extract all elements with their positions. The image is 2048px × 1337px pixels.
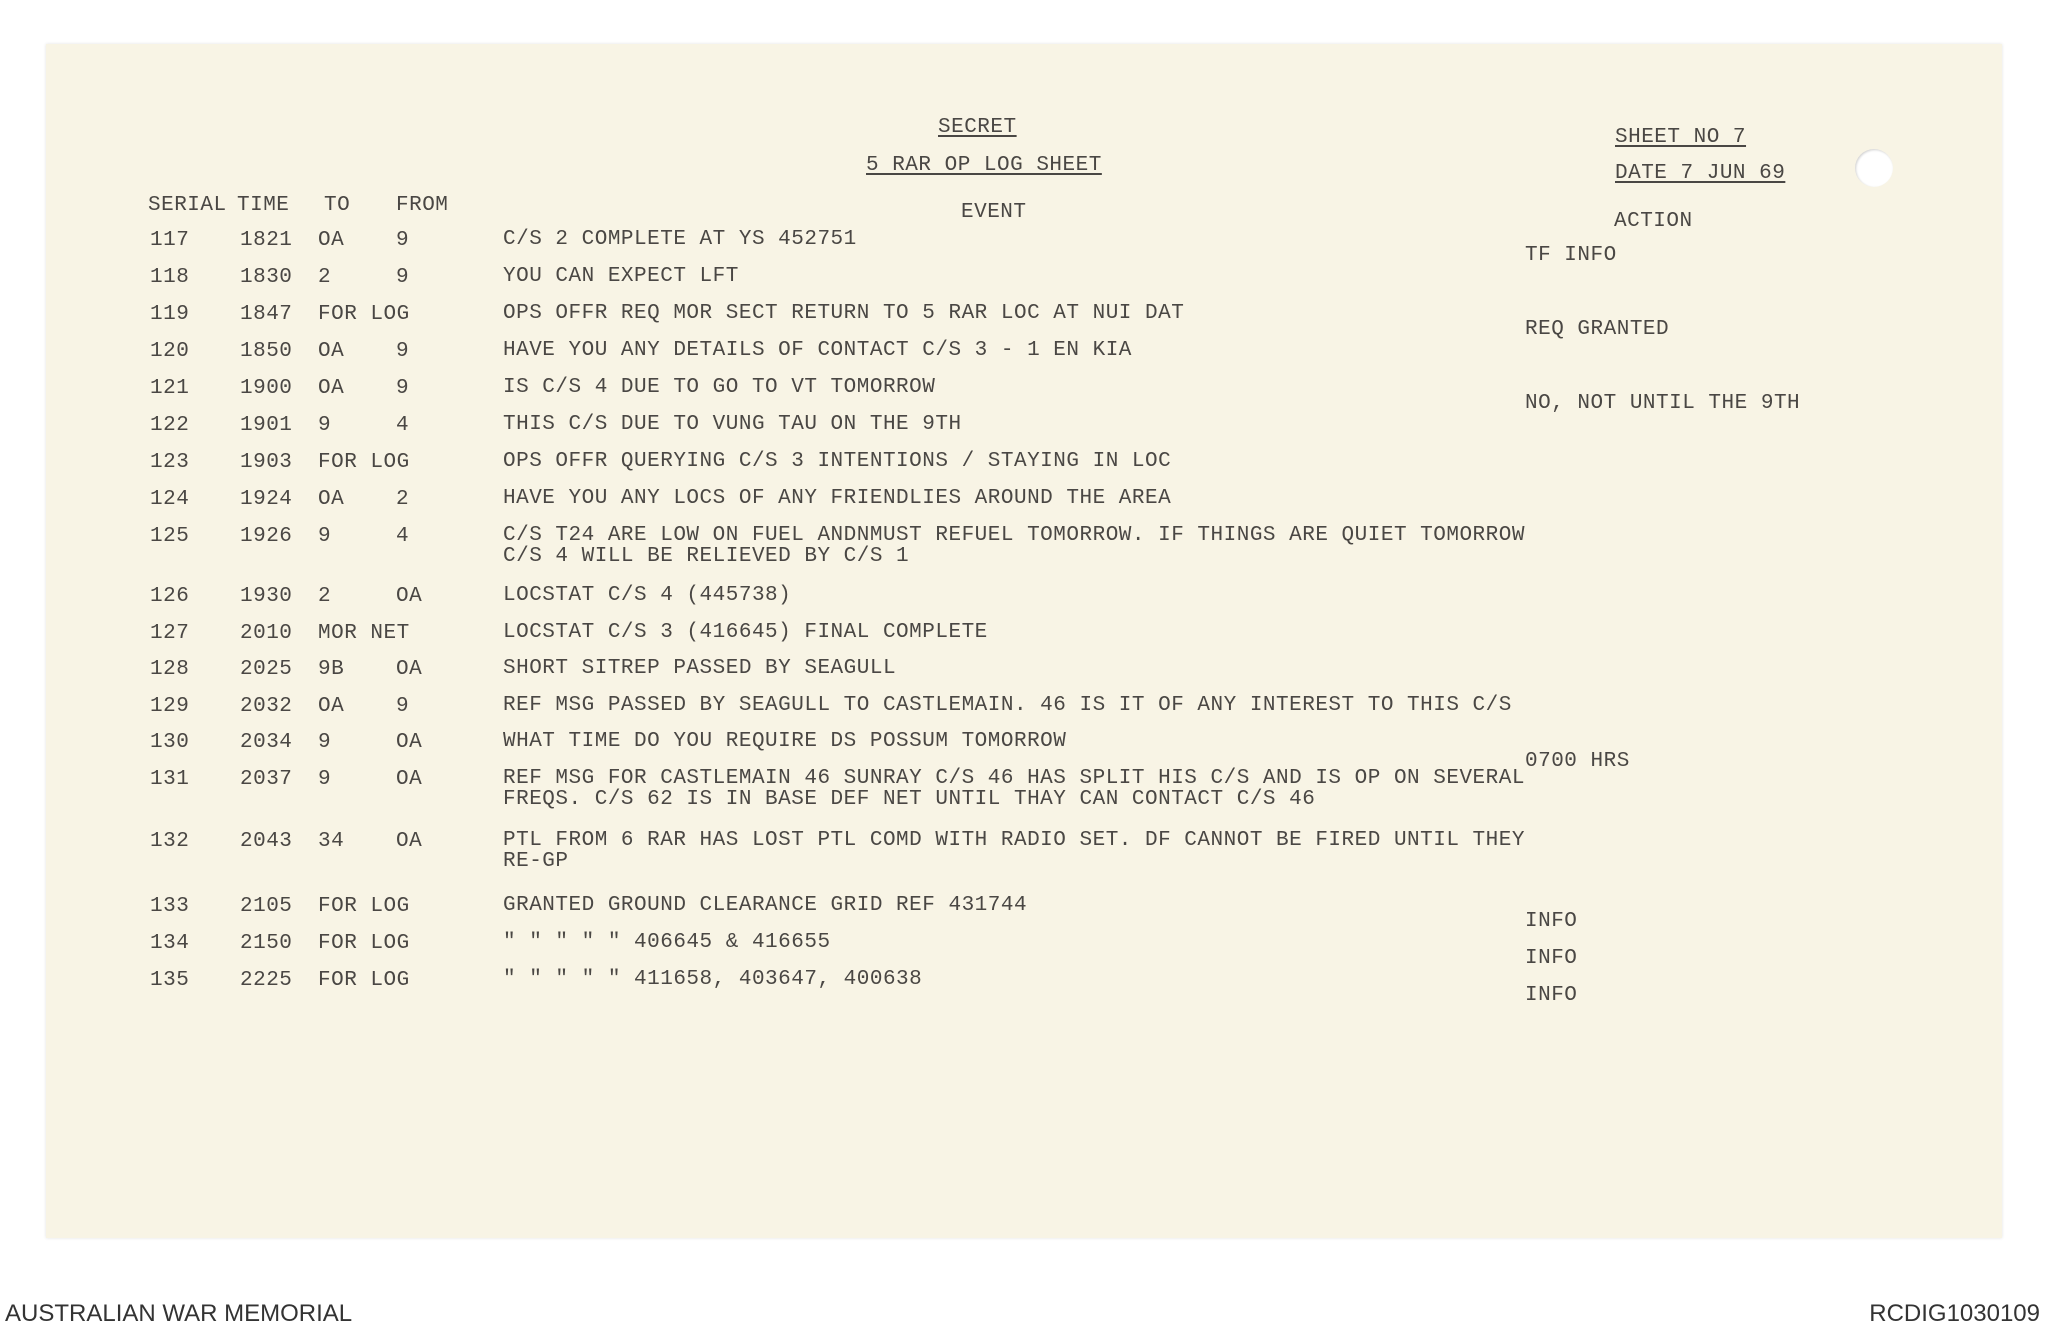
- log-entry-to: 9B: [318, 658, 345, 681]
- log-entry-to: FOR LOG: [318, 451, 410, 474]
- log-entry-event: LOCSTAT C/S 4 (445738): [503, 584, 792, 607]
- log-entry-event: YOU CAN EXPECT LFT: [503, 265, 739, 288]
- log-entry-serial: 134: [150, 932, 190, 955]
- log-entry-from: 2: [396, 488, 410, 511]
- log-entry-to: OA: [318, 488, 345, 511]
- log-entry-serial: 124: [150, 488, 190, 511]
- log-entry-time: 2037: [240, 768, 293, 791]
- column-header-serial: SERIAL: [148, 194, 227, 217]
- log-entry-time: 1850: [240, 340, 293, 363]
- log-entry-event: REF MSG FOR CASTLEMAIN 46 SUNRAY C/S 46 HAS SPLIT HIS C/S AND IS OP ON SEVERAL FREQS. C/S 62 IS IN BASE DEF NET UNTIL THAY CAN CONTACT C/S 46: [503, 767, 1525, 811]
- log-entry-from: OA: [396, 830, 423, 853]
- log-entry-time: 1903: [240, 451, 293, 474]
- log-entry-event: HAVE YOU ANY LOCS OF ANY FRIENDLIES AROUND THE AREA: [503, 487, 1172, 510]
- log-entry-time: 2032: [240, 695, 293, 718]
- column-header-event: EVENT: [961, 201, 1027, 224]
- log-entry-from: OA: [396, 658, 423, 681]
- classification-heading: SECRET: [938, 116, 1017, 139]
- log-entry-serial: 118: [150, 266, 190, 289]
- column-header-action: ACTION: [1614, 210, 1693, 233]
- log-entry-serial: 131: [150, 768, 190, 791]
- log-entry-from: 9: [396, 340, 410, 363]
- log-sheet-title: 5 RAR OP LOG SHEET: [866, 154, 1102, 177]
- log-entry-event: C/S 2 COMPLETE AT YS 452751: [503, 228, 857, 251]
- log-entry-action: INFO: [1525, 947, 1578, 970]
- log-entry-time: 2043: [240, 830, 293, 853]
- log-entry-serial: 132: [150, 830, 190, 853]
- log-entry-event: C/S T24 ARE LOW ON FUEL ANDNMUST REFUEL TOMORROW. IF THINGS ARE QUIET TOMORROW C/S 4 WILL BE RELIEVED BY C/S 1: [503, 524, 1525, 568]
- column-header-from: FROM: [396, 194, 449, 217]
- log-entry-time: 1821: [240, 229, 293, 252]
- log-entry-from: 9: [396, 229, 410, 252]
- log-entry-event: " " " " " 411658, 403647, 400638: [503, 968, 923, 991]
- log-entry-action: INFO: [1525, 910, 1578, 933]
- log-entry-time: 1847: [240, 303, 293, 326]
- log-entry-serial: 117: [150, 229, 190, 252]
- log-entry-from: OA: [396, 731, 423, 754]
- log-entry-to: FOR LOG: [318, 303, 410, 326]
- log-entry-serial: 127: [150, 622, 190, 645]
- log-entry-serial: 122: [150, 414, 190, 437]
- log-entry-to: OA: [318, 340, 345, 363]
- log-entry-serial: 121: [150, 377, 190, 400]
- log-entry-serial: 125: [150, 525, 190, 548]
- log-entry-time: 2034: [240, 731, 293, 754]
- log-entry-time: 2225: [240, 969, 293, 992]
- log-entry-event: HAVE YOU ANY DETAILS OF CONTACT C/S 3 - 1 EN KIA: [503, 339, 1132, 362]
- log-entry-action: INFO: [1525, 984, 1578, 1007]
- log-entry-serial: 119: [150, 303, 190, 326]
- log-entry-time: 2025: [240, 658, 293, 681]
- log-entry-from: 4: [396, 525, 410, 548]
- log-entry-time: 2010: [240, 622, 293, 645]
- column-header-to: TO: [324, 194, 351, 217]
- log-entry-serial: 120: [150, 340, 190, 363]
- log-entry-action: NO, NOT UNTIL THE 9TH: [1525, 392, 1801, 415]
- log-entry-serial: 126: [150, 585, 190, 608]
- log-entry-action: TF INFO: [1525, 244, 1617, 267]
- log-entry-to: 2: [318, 585, 332, 608]
- log-entry-to: FOR LOG: [318, 969, 410, 992]
- log-entry-event: PTL FROM 6 RAR HAS LOST PTL COMD WITH RADIO SET. DF CANNOT BE FIRED UNTIL THEY RE-GP: [503, 829, 1525, 873]
- log-entry-action: 0700 HRS: [1525, 750, 1630, 773]
- log-entry-from: OA: [396, 585, 423, 608]
- log-entry-to: FOR LOG: [318, 895, 410, 918]
- log-entry-time: 1900: [240, 377, 293, 400]
- log-entry-from: OA: [396, 768, 423, 791]
- log-entry-to: 9: [318, 525, 332, 548]
- log-entry-event: IS C/S 4 DUE TO GO TO VT TOMORROW: [503, 376, 936, 399]
- log-entry-to: 9: [318, 414, 332, 437]
- log-entry-event: " " " " " 406645 & 416655: [503, 931, 831, 954]
- log-entry-time: 1830: [240, 266, 293, 289]
- log-entry-to: OA: [318, 377, 345, 400]
- punch-hole: [1855, 149, 1893, 187]
- log-entry-from: 9: [396, 377, 410, 400]
- log-entry-action: REQ GRANTED: [1525, 318, 1670, 341]
- log-entry-to: 34: [318, 830, 345, 853]
- log-entry-time: 1924: [240, 488, 293, 511]
- log-entry-event: THIS C/S DUE TO VUNG TAU ON THE 9TH: [503, 413, 962, 436]
- log-entry-time: 1926: [240, 525, 293, 548]
- column-header-time: TIME: [237, 194, 290, 217]
- log-entry-event: REF MSG PASSED BY SEAGULL TO CASTLEMAIN. 46 IS IT OF ANY INTEREST TO THIS C/S: [503, 694, 1512, 717]
- log-entry-serial: 129: [150, 695, 190, 718]
- log-entry-serial: 128: [150, 658, 190, 681]
- log-entry-serial: 135: [150, 969, 190, 992]
- log-entry-serial: 133: [150, 895, 190, 918]
- log-entry-to: 9: [318, 731, 332, 754]
- sheet-number: SHEET NO 7: [1615, 126, 1747, 149]
- footer-document-id: RCDIG1030109: [1869, 1300, 2040, 1327]
- log-entry-to: FOR LOG: [318, 932, 410, 955]
- log-entry-time: 2105: [240, 895, 293, 918]
- log-entry-to: MOR NET: [318, 622, 410, 645]
- log-entry-serial: 123: [150, 451, 190, 474]
- log-entry-to: 2: [318, 266, 332, 289]
- log-entry-time: 1930: [240, 585, 293, 608]
- log-entry-to: 9: [318, 768, 332, 791]
- log-entry-to: OA: [318, 229, 345, 252]
- log-entry-event: OPS OFFR REQ MOR SECT RETURN TO 5 RAR LOC AT NUI DAT: [503, 302, 1185, 325]
- log-entry-event: OPS OFFR QUERYING C/S 3 INTENTIONS / STAYING IN LOC: [503, 450, 1172, 473]
- log-entry-serial: 130: [150, 731, 190, 754]
- log-entry-to: OA: [318, 695, 345, 718]
- log-entry-event: SHORT SITREP PASSED BY SEAGULL: [503, 657, 897, 680]
- log-entry-event: GRANTED GROUND CLEARANCE GRID REF 431744: [503, 894, 1028, 917]
- log-entry-event: WHAT TIME DO YOU REQUIRE DS POSSUM TOMORROW: [503, 730, 1067, 753]
- log-entry-from: 4: [396, 414, 410, 437]
- log-entry-event: LOCSTAT C/S 3 (416645) FINAL COMPLETE: [503, 621, 988, 644]
- log-entry-time: 1901: [240, 414, 293, 437]
- sheet-date: DATE 7 JUN 69: [1615, 162, 1786, 185]
- log-entry-time: 2150: [240, 932, 293, 955]
- log-entry-from: 9: [396, 266, 410, 289]
- log-entry-from: 9: [396, 695, 410, 718]
- footer-institution: AUSTRALIAN WAR MEMORIAL: [5, 1300, 353, 1327]
